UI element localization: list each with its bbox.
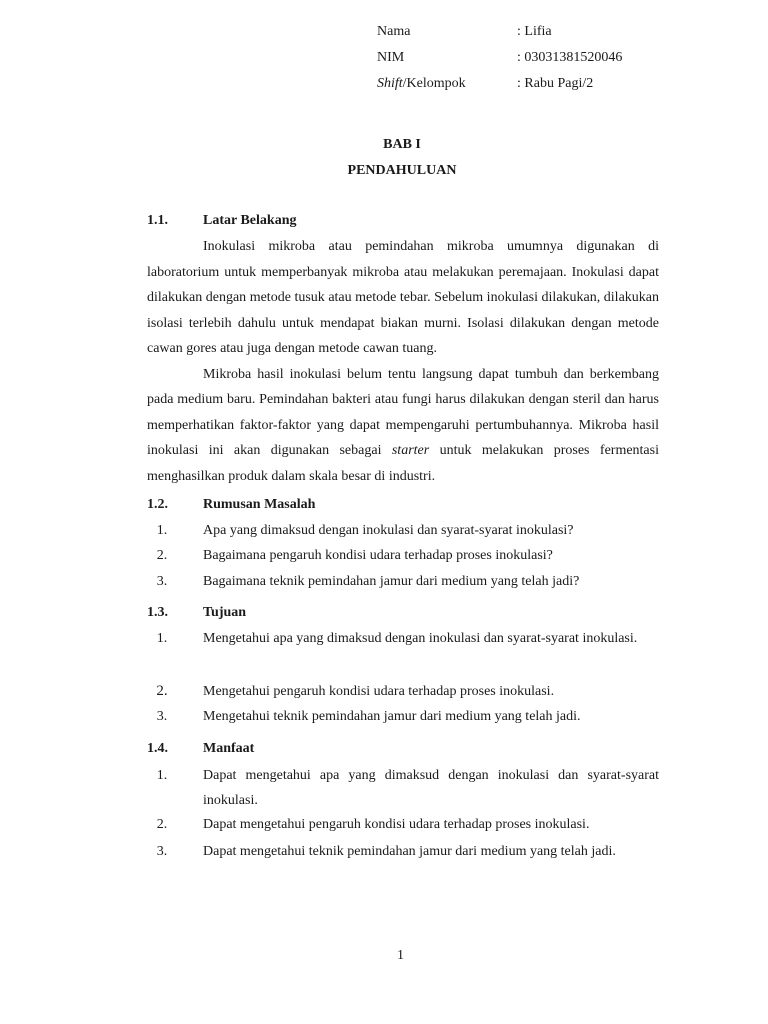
nim-value: : 03031381520046 (517, 50, 623, 65)
section-number-1-2: 1.2. (147, 497, 168, 512)
section-title-manfaat: Manfaat (203, 741, 255, 756)
shift-label (377, 76, 466, 92)
list-number: 2. (156, 683, 168, 699)
list-number: 1. (156, 523, 168, 538)
list-number: 2. (156, 548, 168, 563)
section-title-rumusan-masalah: Rumusan Masalah (203, 497, 316, 512)
chapter-title: PENDAHULUAN (347, 163, 457, 178)
list-item: Mengetahui teknik pemindahan jamur dari medium yang telah jadi. (203, 709, 581, 724)
chapter-number: BAB I (383, 137, 421, 152)
list-item: Dapat mengetahui teknik pemindahan jamur dari medium yang telah jadi. (203, 844, 616, 859)
list-number: 3. (156, 709, 168, 724)
nama-value: : Lifia (517, 24, 552, 39)
list-number: 3. (156, 844, 168, 859)
list-item: Mengetahui pengaruh kondisi udara terhadap proses inokulasi. (203, 684, 555, 699)
list-number: 3. (156, 574, 168, 589)
list-item: Mengetahui apa yang dimaksud dengan inokulasi dan syarat-syarat inokulasi. (203, 631, 638, 646)
list-number: 2. (156, 817, 168, 832)
list-item: Dapat mengetahui apa yang dimaksud dengan inokulasi dan syarat-syarat inokulasi. (203, 768, 659, 808)
section-title-latar-belakang: Latar Belakang (203, 213, 297, 228)
nama-label: Nama (377, 24, 411, 39)
list-number: 1. (156, 631, 168, 646)
paragraph-2-text-a: Mikroba hasil inokulasi belum tentu langsung dapat tumbuh dan berkembang pada medium baru. Pemindahan bakteri atau fungi harus dilakukan dengan steril dan harus memperhatikan faktor-faktor yang dapat mempengaruhi pertumbuhannya. Mikroba hasil inokulasi ini akan digunakan sebagai (147, 366, 659, 458)
list-item: Bagaimana pengaruh kondisi udara terhadap proses inokulasi? (203, 548, 553, 563)
section-number-1-4: 1.4. (147, 741, 168, 756)
section-number-1-3: 1.3. (147, 605, 168, 620)
list-number: 1. (156, 768, 168, 783)
paragraph-2-italic: starter (391, 443, 430, 458)
paragraph-2-text-b: untuk melakukan proses fermentasi menghasilkan produk dalam skala besar di industri. (147, 443, 659, 484)
shift-value: : Rabu Pagi/2 (517, 76, 594, 91)
list-item: Bagaimana teknik pemindahan jamur dari medium yang telah jadi? (203, 574, 580, 589)
list-item: Apa yang dimaksud dengan inokulasi dan syarat-syarat inokulasi? (203, 523, 574, 538)
section-number-1-1: 1.1. (147, 213, 168, 228)
latar-belakang-body (147, 234, 659, 489)
page-number: 1 (397, 948, 404, 963)
list-item: Dapat mengetahui pengaruh kondisi udara terhadap proses inokulasi. (203, 817, 590, 832)
paragraph-2 (147, 362, 659, 490)
shift-label-rest: /Kelompok (402, 76, 466, 91)
shift-label-italic: Shift (377, 76, 403, 91)
nim-label: NIM (377, 50, 405, 65)
section-title-tujuan: Tujuan (203, 605, 247, 620)
paragraph-1: Inokulasi mikroba atau pemindahan mikroba umumnya digunakan di laboratorium untuk memperbanyak mikroba atau melakukan peremajaan. Inokulasi dapat dilakukan dengan metode tusuk atau metode tebar. Sebelum inokulasi dilakukan, dilakukan isolasi terlebih dahulu untuk mendapat biakan murni. Isolasi dilakukan dengan metode cawan gores atau juga dengan metode cawan tuang. (147, 239, 659, 356)
